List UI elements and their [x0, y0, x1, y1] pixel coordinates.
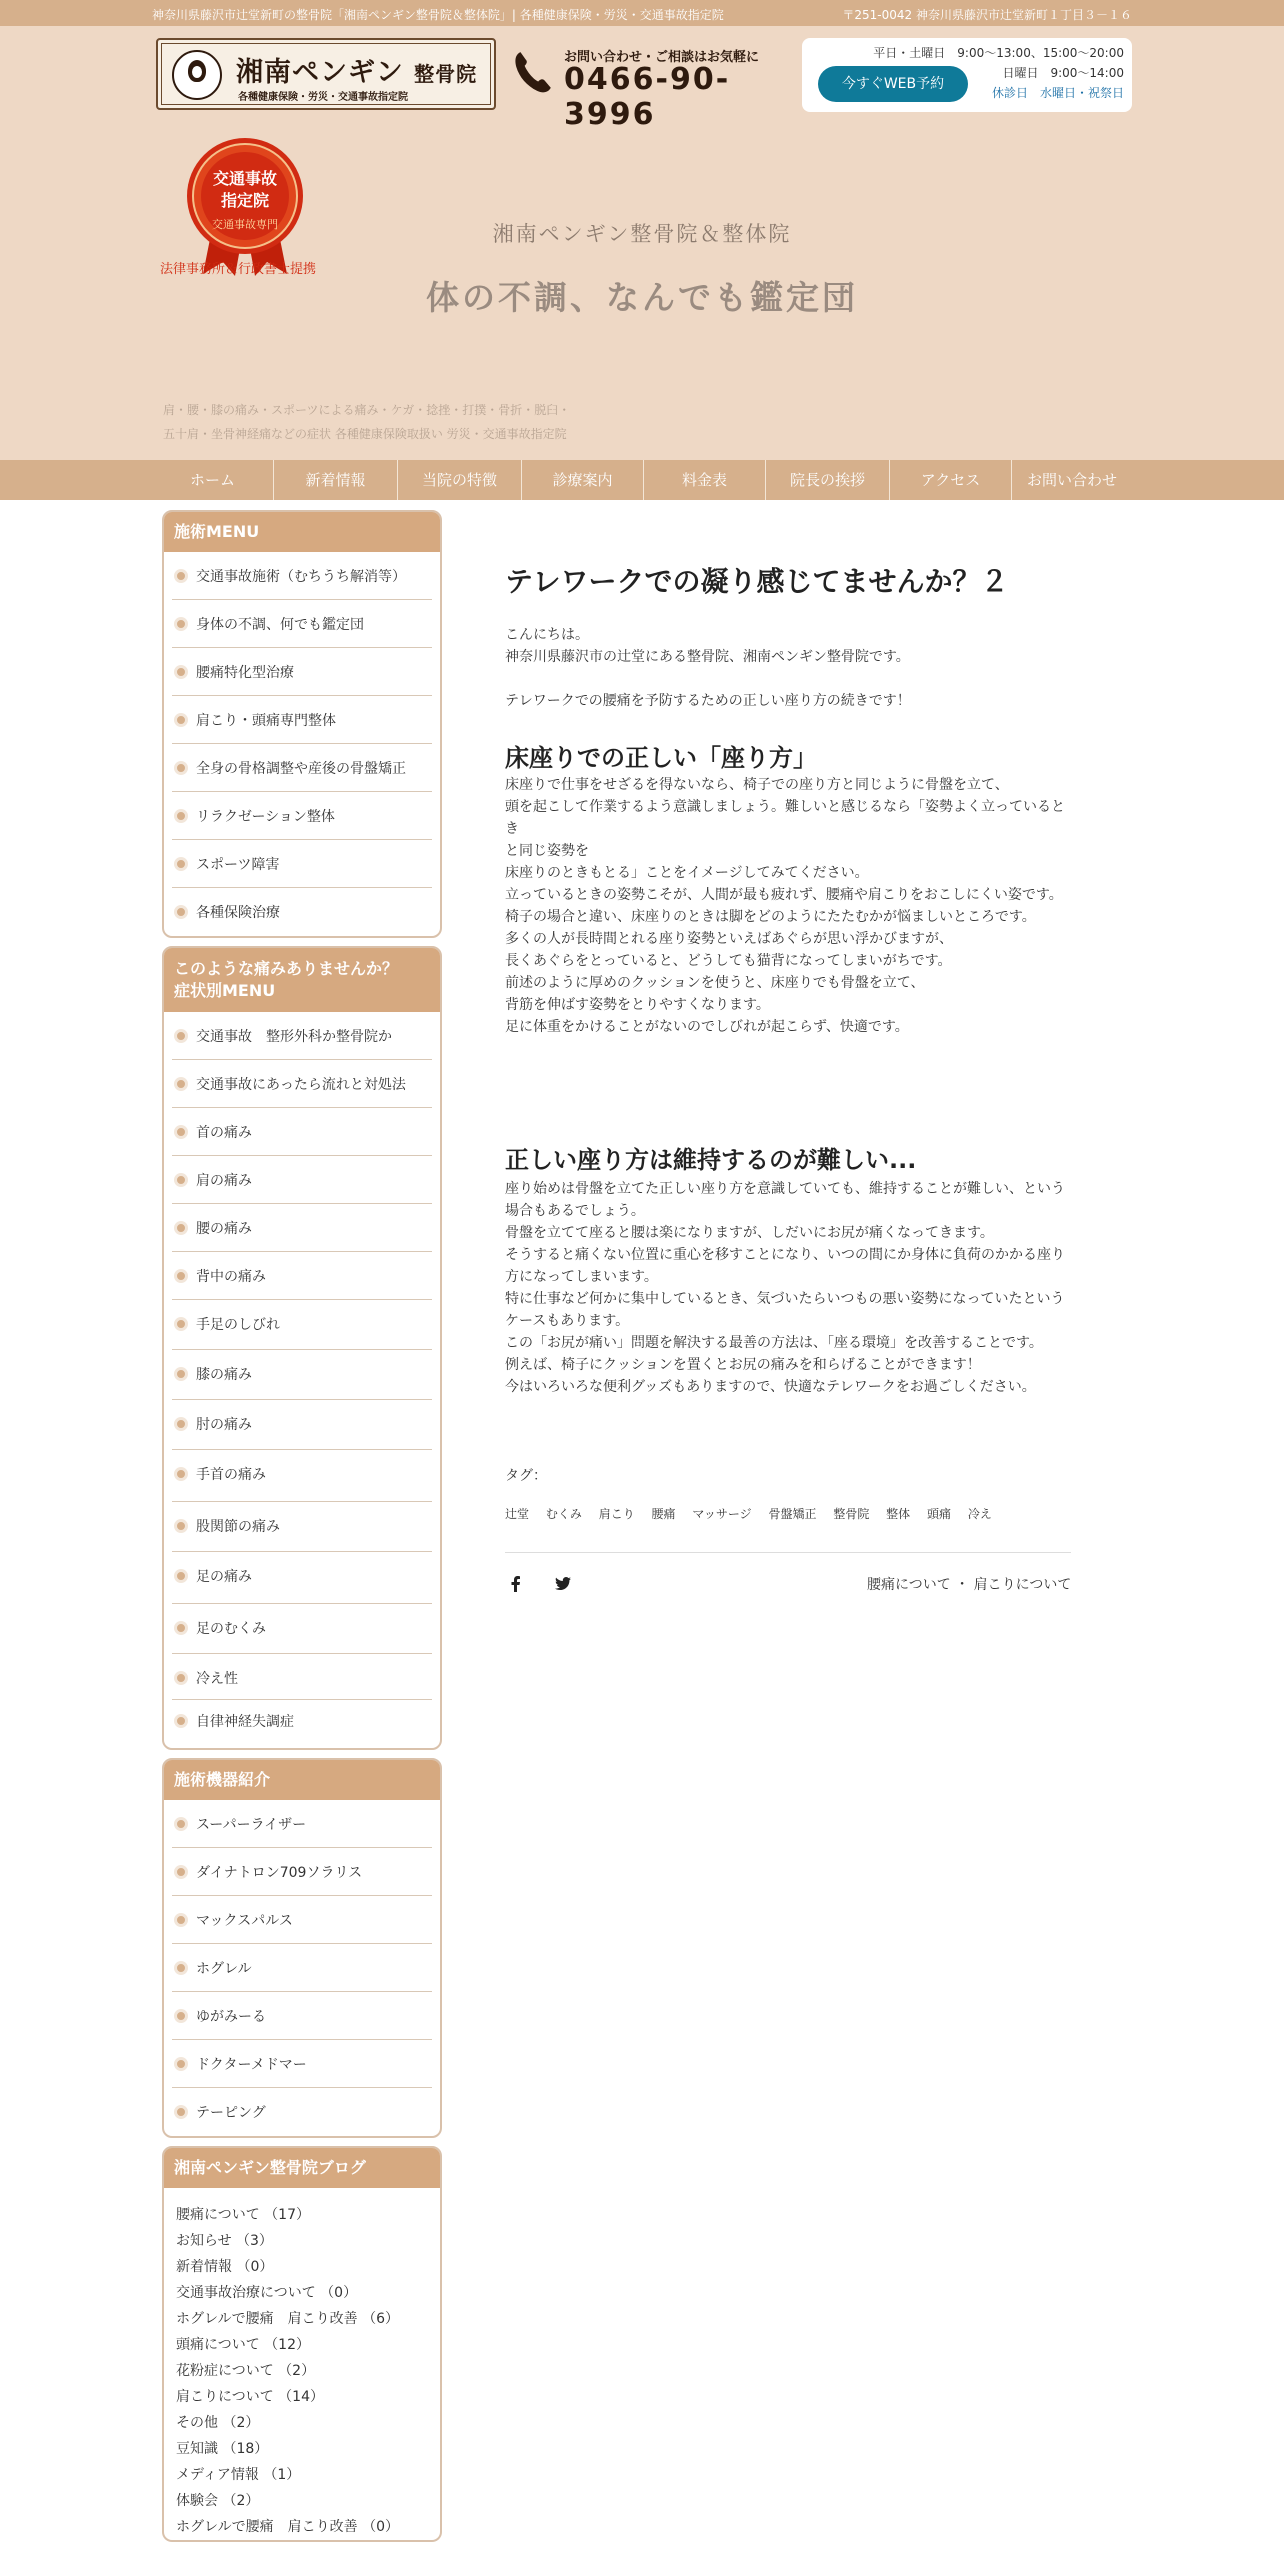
bullet-icon: [174, 1913, 188, 1927]
hours-weekday: 平日・土曜日 9:00～13:00、15:00～20:00: [873, 46, 1124, 60]
bullet-icon: [174, 1961, 188, 1975]
global-nav: [0, 460, 1284, 500]
nav-contact[interactable]: お問い合わせ: [1026, 471, 1117, 489]
top-bar-description: 神奈川県藤沢市辻堂新町の整骨院「湘南ペンギン整骨院＆整体院」| 各種健康保険・労災・交通事故指定院: [152, 8, 724, 22]
blog-category-link[interactable]: 新着情報 （0）: [176, 2259, 274, 2275]
treatment-menu-title: 施術MENU: [164, 512, 440, 552]
web-reservation-button[interactable]: 今すぐWEB予約: [818, 66, 968, 102]
treatment-menu-box: [162, 510, 442, 938]
list-item[interactable]: 冷え性: [172, 1654, 432, 1700]
list-item[interactable]: リラクゼーション整体: [172, 792, 432, 840]
bullet-icon: [174, 1317, 188, 1331]
bullet-icon: [174, 1671, 188, 1685]
bullet-icon: [174, 1221, 188, 1235]
list-item[interactable]: マックスパルス: [172, 1896, 432, 1944]
symptom-menu-box: [162, 946, 442, 1750]
blog-category-link[interactable]: 腰痛について （17）: [176, 2207, 310, 2223]
bullet-icon: [174, 2105, 188, 2119]
symptom-menu-title-1: このような痛みありませんか？: [174, 959, 399, 978]
badge-line-3: 交通事故専門: [212, 218, 278, 231]
list-item[interactable]: 全身の骨格調整や産後の骨盤矯正: [172, 744, 432, 792]
traffic-accident-badge-icon: [185, 136, 305, 276]
list-item[interactable]: 各種保険治療: [172, 888, 432, 936]
bullet-icon: [174, 2009, 188, 2023]
article-section-b: 座り始めは骨盤を立てた正しい座り方を意識していても、維持することが難しい、という 場合もあるでしょう。 骨盤を立てて座ると腰は楽になりますが、しだいにお尻が痛くなってきます。 そうすると痛くない位置に重心を移すことになり、いつの間にか身体に負荷のかかる座り 方になってしまいます。 特に仕事など何かに集中しているとき、気づいたらいつもの悪い姿勢になっていたという ケースもあります。 この「お尻が痛い」問題を解決する最善の方法は、「座る環境」を改善することです。 例えば、椅子にクッションを置くとお尻の痛みを和らげることができます！ 今はいろいろな便利グッズもありますので、快適なテレワークをお過ごしください。: [505, 1181, 1065, 1395]
article-categories[interactable]: 腰痛について ・ 肩こりについて: [867, 1577, 1072, 1593]
hero-title: 体の不調、なんでも鑑定団: [426, 278, 858, 317]
list-item[interactable]: 足の痛み: [172, 1552, 432, 1604]
hero-subtitle: 湘南ペンギン整骨院＆整体院: [492, 222, 792, 246]
logo-name: 湘南ペンギン: [236, 57, 404, 88]
list-item[interactable]: ゆがみーる: [172, 1992, 432, 2040]
bullet-icon: [174, 1125, 188, 1139]
site-logo[interactable]: [156, 38, 496, 110]
blog-category-title: 湘南ペンギン整骨院ブログ: [164, 2148, 440, 2188]
hours-sunday: 日曜日 9:00～14:00: [1002, 66, 1124, 80]
bullet-icon: [174, 1077, 188, 1091]
list-item[interactable]: 腰痛特化型治療: [172, 648, 432, 696]
section-heading: 正しい座り方は維持するのが難しい...: [505, 1146, 917, 1174]
phone-icon: [512, 48, 554, 94]
tag-link[interactable]: 腰痛: [651, 1507, 676, 1521]
blog-category-link[interactable]: ホグレルで腰痛 肩こり改善 （0）: [176, 2519, 400, 2535]
nav-clinic-info[interactable]: 診療案内: [522, 460, 644, 500]
list-item[interactable]: 交通事故施術（むちうち解消等）: [172, 552, 432, 600]
list-item[interactable]: スーパーライザー: [172, 1800, 432, 1848]
blog-category-link[interactable]: お知らせ （3）: [176, 2233, 273, 2249]
badge-line-1: 交通事故: [212, 169, 278, 188]
list-item[interactable]: 身体の不調、何でも鑑定団: [172, 600, 432, 648]
bullet-icon: [174, 1467, 188, 1481]
bullet-icon: [174, 1621, 188, 1635]
bullet-icon: [174, 713, 188, 727]
keyword-list: [163, 398, 570, 446]
opening-hours: [802, 38, 1132, 112]
article-section-a: 床座りで仕事をせざるを得ないなら、椅子での座り方と同じように骨盤を立て、 頭を起こして作業するよう意識しましょう。難しいと感じるなら「姿勢よく立っているとき と同じ姿勢を 床座りのときもとる」ことをイメージしてみてください。 立っているときの姿勢こそが、人間が最も疲れず、腰痛や肩こりをおこしにくい姿です。 椅子の場合と違い、床座りのときは脚をどのようにたたむかが悩ましいところです。 多くの人が長時間とれる座り姿勢といえばあぐらが思い浮かびますが、 長くあぐらをとっていると、どうしても猫背になってしまいがちです。 前述のように厚めのクッションを使うと、床座りでも骨盤を立て、 背筋を伸ばす姿勢をとりやすくなります。 足に体重をかけることがないのでしびれが起こらず、快適です。: [505, 777, 1065, 1035]
article-intro: こんにちは。 神奈川県藤沢市の辻堂にある整骨院、湘南ペンギン整骨院です。 テレワークでの腰痛を予防するための正しい座り方の続きです！: [505, 627, 911, 709]
list-item[interactable]: 手首の痛み: [172, 1450, 432, 1502]
tag-link[interactable]: 骨盤矯正: [768, 1507, 817, 1521]
penguin-logo-icon: [172, 50, 222, 100]
list-item[interactable]: 手足のしびれ: [172, 1300, 432, 1350]
blog-category-link[interactable]: 交通事故治療について （0）: [176, 2285, 358, 2301]
list-item[interactable]: ホグレル: [172, 1944, 432, 1992]
list-item[interactable]: ダイナトロン709ソラリス: [172, 1848, 432, 1896]
nav-greeting[interactable]: 院長の挨拶: [766, 460, 890, 500]
list-item[interactable]: 背中の痛み: [172, 1252, 432, 1300]
nav-home[interactable]: ホーム: [152, 460, 274, 500]
list-item[interactable]: スポーツ障害: [172, 840, 432, 888]
tag-link[interactable]: 整骨院: [833, 1507, 870, 1521]
tag-link[interactable]: 頭痛: [927, 1507, 952, 1521]
logo-subtitle: 各種健康保険・労災・交通事故指定院: [238, 92, 408, 103]
bullet-icon: [174, 665, 188, 679]
nav-features[interactable]: 当院の特徴: [398, 460, 522, 500]
list-item[interactable]: 交通事故 整形外科か整骨院か: [172, 1012, 432, 1060]
bullet-icon: [174, 905, 188, 919]
symptom-menu-title-2: 症状別MENU: [174, 981, 276, 1000]
bullet-icon: [174, 1417, 188, 1431]
bullet-icon: [174, 1269, 188, 1283]
list-item[interactable]: 肘の痛み: [172, 1400, 432, 1450]
bullet-icon: [174, 1367, 188, 1381]
bullet-icon: [174, 617, 188, 631]
nav-price[interactable]: 料金表: [644, 460, 766, 500]
blog-category-link[interactable]: 花粉症について （2）: [176, 2363, 316, 2379]
section-heading: 床座りでの正しい「座り方」: [505, 744, 817, 772]
list-item[interactable]: 首の痛み: [172, 1108, 432, 1156]
twitter-icon[interactable]: [553, 1574, 573, 1594]
blog-category-link[interactable]: 体験会 （2）: [176, 2493, 260, 2509]
equipment-menu-title: 施術機器紹介: [164, 1760, 440, 1800]
list-item[interactable]: 股関節の痛み: [172, 1502, 432, 1552]
badge-line-2: 指定院: [220, 191, 270, 210]
bullet-icon: [174, 1569, 188, 1583]
phone-number[interactable]: 0466-90-3996: [564, 62, 731, 132]
blog-category-link[interactable]: 頭痛について （12）: [176, 2337, 310, 2353]
bullet-icon: [174, 857, 188, 871]
list-item[interactable]: 腰の痛み: [172, 1204, 432, 1252]
bullet-icon: [174, 1714, 188, 1728]
equipment-menu-box: [162, 1758, 442, 2138]
tag-link[interactable]: マッサージ: [692, 1507, 752, 1521]
list-item[interactable]: 交通事故にあったら流れと対処法: [172, 1060, 432, 1108]
logo-name-suffix: 整骨院: [414, 62, 478, 86]
bullet-icon: [174, 1029, 188, 1043]
blog-category-link[interactable]: その他 （2）: [176, 2415, 260, 2431]
tag-link[interactable]: 整体: [886, 1507, 911, 1521]
facebook-icon[interactable]: [506, 1574, 526, 1594]
list-item[interactable]: 膝の痛み: [172, 1350, 432, 1400]
tag-list: [505, 1505, 1005, 1522]
bullet-icon: [174, 2057, 188, 2071]
nav-access[interactable]: アクセス: [890, 460, 1012, 500]
list-item[interactable]: ドクターメドマー: [172, 2040, 432, 2088]
hours-holiday: 休診日 水曜日・祝祭日: [991, 86, 1124, 100]
keyword-line-2: 五十肩・坐骨神経痛などの症状 各種健康保険取扱い 労災・交通事故指定院: [163, 427, 567, 441]
contact-label: お問い合わせ・ご相談はお気軽に: [564, 50, 760, 65]
top-bar-address: 〒251-0042 神奈川県藤沢市辻堂新町１丁目３－１６: [842, 8, 1132, 22]
bullet-icon: [174, 569, 188, 583]
badge-note: 法律事務所＆行政書士提携: [160, 262, 317, 277]
bullet-icon: [174, 761, 188, 775]
tags-label: タグ：: [505, 1468, 547, 1484]
tag-link[interactable]: 肩こり: [598, 1507, 635, 1521]
list-item[interactable]: テーピング: [172, 2088, 432, 2136]
list-item[interactable]: 自律神経失調症: [172, 1700, 432, 1746]
blog-category-link[interactable]: ホグレルで腰痛 肩こり改善 （6）: [176, 2311, 400, 2327]
article-divider: [505, 1552, 1071, 1553]
tag-link[interactable]: 冷え: [967, 1507, 992, 1521]
bullet-icon: [174, 1519, 188, 1533]
keyword-line-1: 肩・腰・膝の痛み・スポーツによる痛み・ケガ・捻挫・打撲・骨折・脱臼・: [163, 403, 571, 417]
blog-category-link[interactable]: メディア情報 （1）: [176, 2467, 301, 2483]
list-item[interactable]: 肩の痛み: [172, 1156, 432, 1204]
list-item[interactable]: 肩こり・頭痛専門整体: [172, 696, 432, 744]
blog-category-link[interactable]: 豆知識 （18）: [176, 2441, 269, 2457]
blog-category-box: [162, 2146, 442, 2542]
bullet-icon: [174, 1817, 188, 1831]
blog-category-link[interactable]: 肩こりについて （14）: [176, 2389, 324, 2405]
tag-link[interactable]: 辻堂: [505, 1507, 530, 1521]
contact-block: [512, 44, 782, 132]
bullet-icon: [174, 809, 188, 823]
tag-link[interactable]: むくみ: [545, 1507, 582, 1521]
list-item[interactable]: 足のむくみ: [172, 1604, 432, 1654]
article-title: テレワークでの凝り感じてませんか？２: [505, 565, 1009, 598]
nav-news[interactable]: 新着情報: [274, 460, 398, 500]
bullet-icon: [174, 1173, 188, 1187]
top-bar: [0, 0, 1284, 26]
bullet-icon: [174, 1865, 188, 1879]
